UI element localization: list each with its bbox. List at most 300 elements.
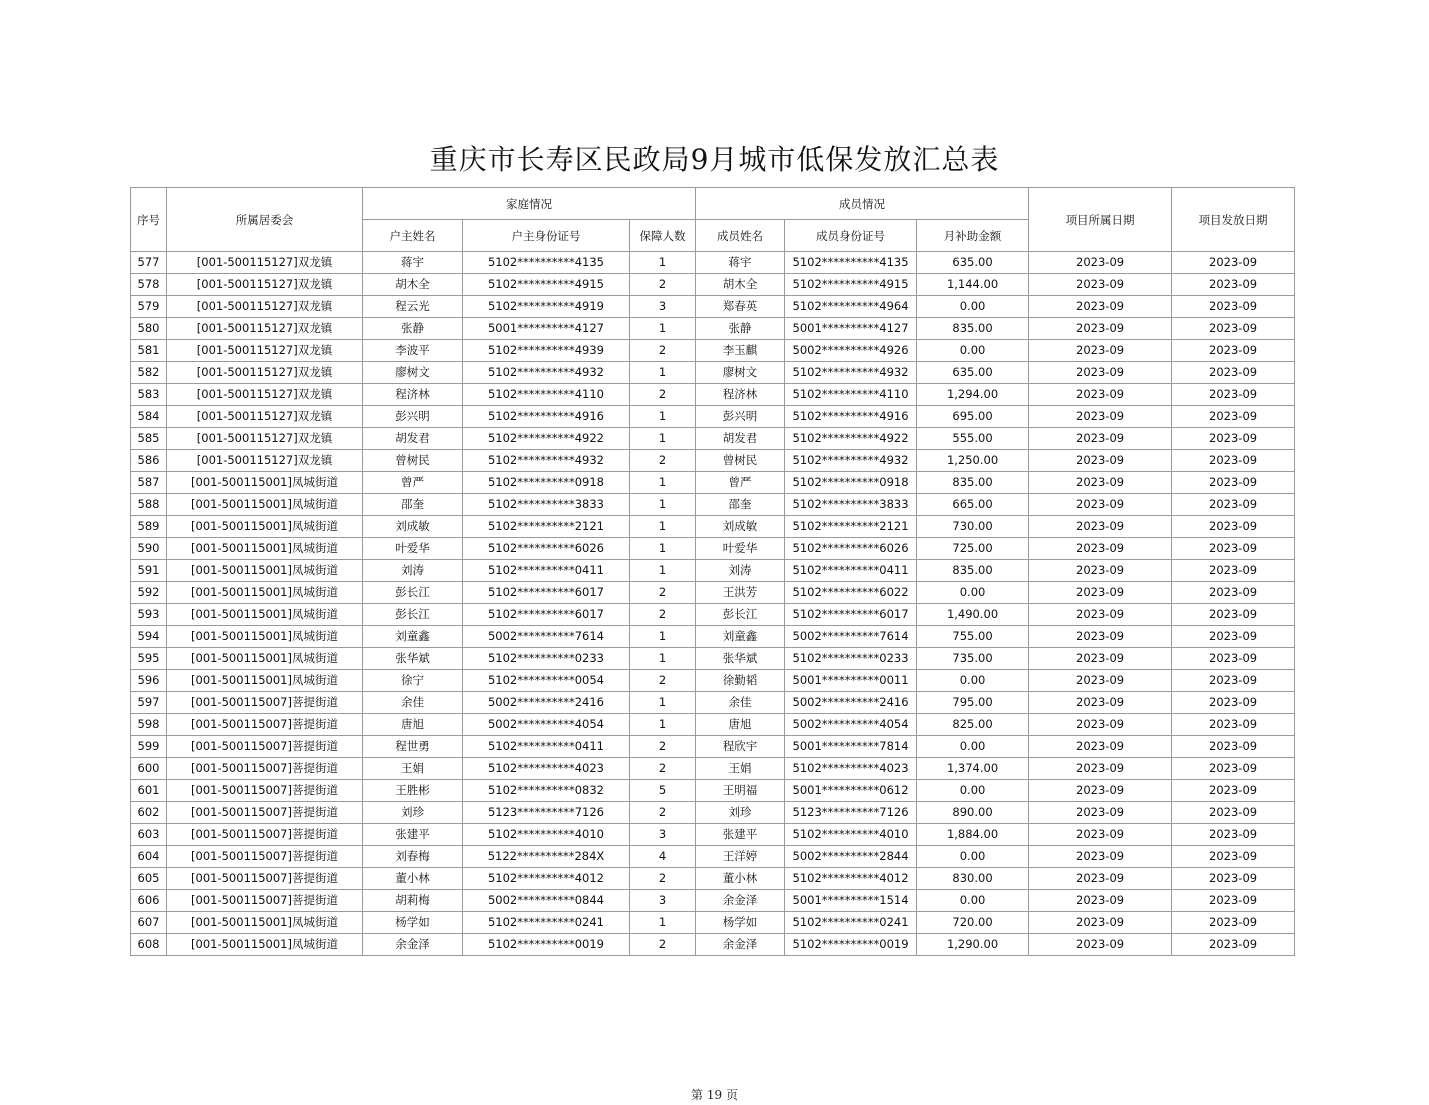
cell-head-id: 5102**********4023 — [463, 758, 630, 780]
table-row — [131, 802, 1295, 824]
cell-monthly-amount: 0.00 — [917, 890, 1029, 912]
cell-covered-count: 1 — [630, 912, 696, 934]
cell-covered-count: 1 — [630, 362, 696, 384]
cell-seq: 598 — [131, 714, 167, 736]
cell-head-id: 5002**********2416 — [463, 692, 630, 714]
cell-issue-date: 2023-09 — [1172, 516, 1295, 538]
cell-seq: 586 — [131, 450, 167, 472]
cell-issue-date: 2023-09 — [1172, 252, 1295, 274]
cell-head-name: 王娟 — [363, 758, 463, 780]
cell-committee: [001-500115001]凤城街道 — [167, 648, 363, 670]
cell-monthly-amount: 0.00 — [917, 340, 1029, 362]
cell-project-date: 2023-09 — [1029, 846, 1172, 868]
cell-member-name: 郑春英 — [696, 296, 785, 318]
cell-covered-count: 2 — [630, 670, 696, 692]
cell-head-id: 5102**********4919 — [463, 296, 630, 318]
cell-head-name: 董小林 — [363, 868, 463, 890]
cell-seq: 601 — [131, 780, 167, 802]
cell-member-name: 胡发君 — [696, 428, 785, 450]
cell-head-name: 刘珍 — [363, 802, 463, 824]
cell-issue-date: 2023-09 — [1172, 362, 1295, 384]
cell-project-date: 2023-09 — [1029, 560, 1172, 582]
cell-member-id: 5102**********0411 — [785, 560, 917, 582]
cell-monthly-amount: 735.00 — [917, 648, 1029, 670]
cell-monthly-amount: 1,374.00 — [917, 758, 1029, 780]
table-header — [131, 188, 1295, 252]
cell-issue-date: 2023-09 — [1172, 406, 1295, 428]
cell-covered-count: 3 — [630, 824, 696, 846]
cell-committee: [001-500115127]双龙镇 — [167, 406, 363, 428]
cell-project-date: 2023-09 — [1029, 890, 1172, 912]
cell-member-id: 5102**********6022 — [785, 582, 917, 604]
cell-covered-count: 4 — [630, 846, 696, 868]
cell-member-name: 余金泽 — [696, 890, 785, 912]
table-row — [131, 824, 1295, 846]
table-row — [131, 604, 1295, 626]
cell-member-name: 余佳 — [696, 692, 785, 714]
cell-monthly-amount: 835.00 — [917, 472, 1029, 494]
cell-committee: [001-500115127]双龙镇 — [167, 362, 363, 384]
cell-issue-date: 2023-09 — [1172, 538, 1295, 560]
cell-committee: [001-500115127]双龙镇 — [167, 296, 363, 318]
cell-member-id: 5102**********0233 — [785, 648, 917, 670]
cell-monthly-amount: 635.00 — [917, 362, 1029, 384]
table-row — [131, 648, 1295, 670]
cell-issue-date: 2023-09 — [1172, 824, 1295, 846]
cell-project-date: 2023-09 — [1029, 582, 1172, 604]
cell-member-id: 5102**********4023 — [785, 758, 917, 780]
cell-committee: [001-500115007]菩提街道 — [167, 714, 363, 736]
cell-issue-date: 2023-09 — [1172, 868, 1295, 890]
cell-member-id: 5102**********2121 — [785, 516, 917, 538]
cell-head-name: 胡莉梅 — [363, 890, 463, 912]
cell-committee: [001-500115127]双龙镇 — [167, 340, 363, 362]
cell-monthly-amount: 725.00 — [917, 538, 1029, 560]
cell-monthly-amount: 635.00 — [917, 252, 1029, 274]
cell-member-id: 5001**********4127 — [785, 318, 917, 340]
table-row — [131, 868, 1295, 890]
cell-monthly-amount: 730.00 — [917, 516, 1029, 538]
table-row — [131, 736, 1295, 758]
table-row — [131, 692, 1295, 714]
cell-seq: 596 — [131, 670, 167, 692]
header-member-group: 成员情况 — [696, 188, 1029, 220]
table-row — [131, 714, 1295, 736]
page-title: 重庆市长寿区民政局9月城市低保发放汇总表 — [429, 143, 1000, 176]
cell-member-name: 廖树文 — [696, 362, 785, 384]
cell-member-name: 刘涛 — [696, 560, 785, 582]
cell-seq: 592 — [131, 582, 167, 604]
table-row — [131, 670, 1295, 692]
cell-project-date: 2023-09 — [1029, 714, 1172, 736]
cell-project-date: 2023-09 — [1029, 296, 1172, 318]
table-row — [131, 318, 1295, 340]
cell-covered-count: 1 — [630, 406, 696, 428]
cell-member-name: 曾严 — [696, 472, 785, 494]
cell-issue-date: 2023-09 — [1172, 318, 1295, 340]
cell-project-date: 2023-09 — [1029, 406, 1172, 428]
cell-head-name: 程济林 — [363, 384, 463, 406]
cell-head-id: 5102**********6017 — [463, 604, 630, 626]
header-committee: 所属居委会 — [167, 188, 363, 252]
relief-summary-table — [130, 187, 1295, 956]
table-row — [131, 450, 1295, 472]
cell-head-name: 杨学如 — [363, 912, 463, 934]
cell-covered-count: 1 — [630, 560, 696, 582]
table-row — [131, 384, 1295, 406]
header-issue-date: 项目发放日期 — [1172, 188, 1295, 252]
cell-head-id: 5102**********4010 — [463, 824, 630, 846]
cell-member-id: 5102**********4010 — [785, 824, 917, 846]
table-row — [131, 472, 1295, 494]
header-head-name: 户主姓名 — [363, 220, 463, 252]
cell-seq: 578 — [131, 274, 167, 296]
table-row — [131, 626, 1295, 648]
cell-committee: [001-500115001]凤城街道 — [167, 670, 363, 692]
cell-head-name: 曾严 — [363, 472, 463, 494]
cell-covered-count: 2 — [630, 802, 696, 824]
cell-head-name: 蒋宇 — [363, 252, 463, 274]
cell-covered-count: 1 — [630, 318, 696, 340]
cell-project-date: 2023-09 — [1029, 384, 1172, 406]
cell-head-name: 刘春梅 — [363, 846, 463, 868]
table-row — [131, 296, 1295, 318]
cell-head-name: 曾树民 — [363, 450, 463, 472]
cell-head-id: 5102**********0832 — [463, 780, 630, 802]
cell-monthly-amount: 755.00 — [917, 626, 1029, 648]
cell-seq: 577 — [131, 252, 167, 274]
cell-member-name: 程济林 — [696, 384, 785, 406]
cell-monthly-amount: 1,294.00 — [917, 384, 1029, 406]
cell-issue-date: 2023-09 — [1172, 890, 1295, 912]
cell-head-id: 5102**********0019 — [463, 934, 630, 956]
cell-seq: 593 — [131, 604, 167, 626]
cell-project-date: 2023-09 — [1029, 494, 1172, 516]
cell-member-id: 5102**********6017 — [785, 604, 917, 626]
cell-issue-date: 2023-09 — [1172, 560, 1295, 582]
table-row — [131, 340, 1295, 362]
cell-issue-date: 2023-09 — [1172, 384, 1295, 406]
cell-member-name: 胡木全 — [696, 274, 785, 296]
cell-head-name: 张建平 — [363, 824, 463, 846]
cell-committee: [001-500115127]双龙镇 — [167, 252, 363, 274]
cell-committee: [001-500115007]菩提街道 — [167, 692, 363, 714]
cell-monthly-amount: 720.00 — [917, 912, 1029, 934]
cell-member-id: 5002**********4926 — [785, 340, 917, 362]
cell-seq: 606 — [131, 890, 167, 912]
cell-member-name: 王洋婷 — [696, 846, 785, 868]
cell-member-id: 5102**********4916 — [785, 406, 917, 428]
cell-head-id: 5102**********2121 — [463, 516, 630, 538]
cell-monthly-amount: 0.00 — [917, 780, 1029, 802]
cell-head-id: 5122**********284X — [463, 846, 630, 868]
cell-project-date: 2023-09 — [1029, 802, 1172, 824]
cell-issue-date: 2023-09 — [1172, 604, 1295, 626]
cell-covered-count: 2 — [630, 736, 696, 758]
cell-head-id: 5102**********4012 — [463, 868, 630, 890]
cell-seq: 581 — [131, 340, 167, 362]
cell-project-date: 2023-09 — [1029, 538, 1172, 560]
cell-monthly-amount: 0.00 — [917, 582, 1029, 604]
cell-head-id: 5102**********4915 — [463, 274, 630, 296]
cell-member-id: 5102**********4915 — [785, 274, 917, 296]
cell-seq: 584 — [131, 406, 167, 428]
header-monthly-amount: 月补助金额 — [917, 220, 1029, 252]
cell-project-date: 2023-09 — [1029, 252, 1172, 274]
cell-member-name: 徐勤韬 — [696, 670, 785, 692]
cell-member-name: 杨学如 — [696, 912, 785, 934]
cell-member-name: 张华斌 — [696, 648, 785, 670]
cell-head-id: 5102**********3833 — [463, 494, 630, 516]
cell-covered-count: 2 — [630, 340, 696, 362]
table-row — [131, 890, 1295, 912]
cell-head-name: 廖树文 — [363, 362, 463, 384]
cell-head-id: 5102**********4932 — [463, 362, 630, 384]
cell-project-date: 2023-09 — [1029, 318, 1172, 340]
cell-issue-date: 2023-09 — [1172, 736, 1295, 758]
cell-seq: 588 — [131, 494, 167, 516]
cell-head-name: 胡木全 — [363, 274, 463, 296]
cell-head-name: 胡发君 — [363, 428, 463, 450]
cell-member-id: 5001**********7814 — [785, 736, 917, 758]
cell-member-id: 5102**********0019 — [785, 934, 917, 956]
cell-head-name: 徐宁 — [363, 670, 463, 692]
cell-committee: [001-500115007]菩提街道 — [167, 758, 363, 780]
cell-member-name: 叶爱华 — [696, 538, 785, 560]
header-family-group: 家庭情况 — [363, 188, 696, 220]
cell-member-name: 彭兴明 — [696, 406, 785, 428]
cell-issue-date: 2023-09 — [1172, 758, 1295, 780]
cell-committee: [001-500115007]菩提街道 — [167, 736, 363, 758]
page-number: 第 19 页 — [691, 1088, 738, 1102]
cell-monthly-amount: 835.00 — [917, 560, 1029, 582]
cell-head-name: 邵奎 — [363, 494, 463, 516]
table-row — [131, 362, 1295, 384]
cell-monthly-amount: 795.00 — [917, 692, 1029, 714]
header-seq: 序号 — [131, 188, 167, 252]
cell-issue-date: 2023-09 — [1172, 670, 1295, 692]
cell-head-name: 刘童鑫 — [363, 626, 463, 648]
cell-seq: 608 — [131, 934, 167, 956]
table-row — [131, 274, 1295, 296]
cell-member-name: 李玉麒 — [696, 340, 785, 362]
cell-issue-date: 2023-09 — [1172, 626, 1295, 648]
cell-member-name: 刘童鑫 — [696, 626, 785, 648]
cell-committee: [001-500115001]凤城街道 — [167, 626, 363, 648]
cell-seq: 583 — [131, 384, 167, 406]
cell-head-id: 5102**********4932 — [463, 450, 630, 472]
cell-seq: 590 — [131, 538, 167, 560]
cell-covered-count: 1 — [630, 648, 696, 670]
cell-covered-count: 2 — [630, 758, 696, 780]
cell-covered-count: 1 — [630, 472, 696, 494]
cell-seq: 597 — [131, 692, 167, 714]
cell-member-id: 5102**********4932 — [785, 450, 917, 472]
cell-seq: 607 — [131, 912, 167, 934]
cell-head-name: 彭长江 — [363, 604, 463, 626]
table-row — [131, 780, 1295, 802]
cell-head-name: 彭兴明 — [363, 406, 463, 428]
cell-monthly-amount: 0.00 — [917, 846, 1029, 868]
cell-monthly-amount: 0.00 — [917, 670, 1029, 692]
cell-member-id: 5123**********7126 — [785, 802, 917, 824]
table-row — [131, 912, 1295, 934]
cell-monthly-amount: 0.00 — [917, 736, 1029, 758]
cell-project-date: 2023-09 — [1029, 868, 1172, 890]
cell-head-name: 王胜彬 — [363, 780, 463, 802]
cell-committee: [001-500115007]菩提街道 — [167, 868, 363, 890]
cell-project-date: 2023-09 — [1029, 670, 1172, 692]
cell-head-name: 程世勇 — [363, 736, 463, 758]
cell-project-date: 2023-09 — [1029, 626, 1172, 648]
cell-project-date: 2023-09 — [1029, 604, 1172, 626]
cell-head-name: 余金泽 — [363, 934, 463, 956]
cell-member-name: 唐旭 — [696, 714, 785, 736]
cell-head-id: 5102**********4922 — [463, 428, 630, 450]
table-row — [131, 252, 1295, 274]
cell-head-id: 5102**********4916 — [463, 406, 630, 428]
cell-member-id: 5102**********4110 — [785, 384, 917, 406]
cell-monthly-amount: 1,490.00 — [917, 604, 1029, 626]
cell-issue-date: 2023-09 — [1172, 450, 1295, 472]
cell-member-name: 刘珍 — [696, 802, 785, 824]
cell-monthly-amount: 665.00 — [917, 494, 1029, 516]
cell-seq: 595 — [131, 648, 167, 670]
cell-member-id: 5002**********4054 — [785, 714, 917, 736]
cell-head-name: 唐旭 — [363, 714, 463, 736]
cell-committee: [001-500115001]凤城街道 — [167, 560, 363, 582]
header-covered-count: 保障人数 — [630, 220, 696, 252]
cell-committee: [001-500115001]凤城街道 — [167, 516, 363, 538]
cell-head-id: 5102**********4939 — [463, 340, 630, 362]
cell-member-id: 5102**********4012 — [785, 868, 917, 890]
cell-project-date: 2023-09 — [1029, 758, 1172, 780]
cell-covered-count: 2 — [630, 604, 696, 626]
table-row — [131, 538, 1295, 560]
cell-member-id: 5102**********0241 — [785, 912, 917, 934]
cell-project-date: 2023-09 — [1029, 274, 1172, 296]
cell-issue-date: 2023-09 — [1172, 472, 1295, 494]
cell-monthly-amount: 1,884.00 — [917, 824, 1029, 846]
cell-seq: 589 — [131, 516, 167, 538]
cell-head-id: 5102**********6026 — [463, 538, 630, 560]
cell-member-id: 5102**********4135 — [785, 252, 917, 274]
cell-head-id: 5002**********4054 — [463, 714, 630, 736]
cell-committee: [001-500115127]双龙镇 — [167, 274, 363, 296]
cell-project-date: 2023-09 — [1029, 362, 1172, 384]
cell-seq: 599 — [131, 736, 167, 758]
cell-committee: [001-500115001]凤城街道 — [167, 582, 363, 604]
cell-member-id: 5102**********4922 — [785, 428, 917, 450]
cell-monthly-amount: 695.00 — [917, 406, 1029, 428]
cell-monthly-amount: 835.00 — [917, 318, 1029, 340]
cell-head-name: 张华斌 — [363, 648, 463, 670]
cell-member-id: 5001**********1514 — [785, 890, 917, 912]
cell-project-date: 2023-09 — [1029, 648, 1172, 670]
cell-project-date: 2023-09 — [1029, 516, 1172, 538]
table-body — [131, 252, 1295, 956]
cell-project-date: 2023-09 — [1029, 780, 1172, 802]
cell-seq: 605 — [131, 868, 167, 890]
cell-committee: [001-500115001]凤城街道 — [167, 604, 363, 626]
cell-head-id: 5002**********0844 — [463, 890, 630, 912]
cell-monthly-amount: 1,144.00 — [917, 274, 1029, 296]
table-row — [131, 934, 1295, 956]
cell-head-id: 5102**********0918 — [463, 472, 630, 494]
cell-project-date: 2023-09 — [1029, 450, 1172, 472]
cell-member-id: 5001**********0011 — [785, 670, 917, 692]
cell-covered-count: 1 — [630, 494, 696, 516]
cell-committee: [001-500115007]菩提街道 — [167, 802, 363, 824]
cell-member-name: 程欣宇 — [696, 736, 785, 758]
cell-committee: [001-500115007]菩提街道 — [167, 780, 363, 802]
cell-issue-date: 2023-09 — [1172, 274, 1295, 296]
cell-committee: [001-500115127]双龙镇 — [167, 428, 363, 450]
cell-committee: [001-500115007]菩提街道 — [167, 890, 363, 912]
cell-committee: [001-500115001]凤城街道 — [167, 538, 363, 560]
cell-head-name: 张静 — [363, 318, 463, 340]
cell-issue-date: 2023-09 — [1172, 714, 1295, 736]
cell-covered-count: 1 — [630, 252, 696, 274]
cell-issue-date: 2023-09 — [1172, 582, 1295, 604]
cell-covered-count: 2 — [630, 934, 696, 956]
cell-covered-count: 1 — [630, 538, 696, 560]
cell-committee: [001-500115007]菩提街道 — [167, 824, 363, 846]
cell-member-id: 5001**********0612 — [785, 780, 917, 802]
cell-head-id: 5102**********0411 — [463, 736, 630, 758]
cell-committee: [001-500115127]双龙镇 — [167, 318, 363, 340]
cell-monthly-amount: 825.00 — [917, 714, 1029, 736]
cell-covered-count: 2 — [630, 868, 696, 890]
cell-committee: [001-500115001]凤城街道 — [167, 494, 363, 516]
cell-seq: 582 — [131, 362, 167, 384]
cell-seq: 604 — [131, 846, 167, 868]
cell-covered-count: 1 — [630, 428, 696, 450]
cell-issue-date: 2023-09 — [1172, 340, 1295, 362]
cell-member-name: 董小林 — [696, 868, 785, 890]
cell-member-id: 5102**********4964 — [785, 296, 917, 318]
cell-seq: 600 — [131, 758, 167, 780]
cell-issue-date: 2023-09 — [1172, 846, 1295, 868]
cell-covered-count: 1 — [630, 714, 696, 736]
cell-issue-date: 2023-09 — [1172, 494, 1295, 516]
cell-monthly-amount: 1,290.00 — [917, 934, 1029, 956]
cell-seq: 579 — [131, 296, 167, 318]
cell-project-date: 2023-09 — [1029, 912, 1172, 934]
cell-committee: [001-500115001]凤城街道 — [167, 912, 363, 934]
table-row — [131, 582, 1295, 604]
cell-issue-date: 2023-09 — [1172, 912, 1295, 934]
cell-member-name: 邵奎 — [696, 494, 785, 516]
cell-covered-count: 3 — [630, 890, 696, 912]
cell-seq: 587 — [131, 472, 167, 494]
cell-member-name: 王娟 — [696, 758, 785, 780]
header-member-id: 成员身份证号 — [785, 220, 917, 252]
cell-member-name: 蒋宇 — [696, 252, 785, 274]
cell-issue-date: 2023-09 — [1172, 648, 1295, 670]
cell-covered-count: 2 — [630, 384, 696, 406]
cell-monthly-amount: 830.00 — [917, 868, 1029, 890]
cell-head-id: 5002**********7614 — [463, 626, 630, 648]
cell-issue-date: 2023-09 — [1172, 934, 1295, 956]
cell-covered-count: 2 — [630, 450, 696, 472]
cell-covered-count: 1 — [630, 516, 696, 538]
cell-member-name: 曾树民 — [696, 450, 785, 472]
cell-head-name: 彭长江 — [363, 582, 463, 604]
cell-member-name: 彭长江 — [696, 604, 785, 626]
cell-project-date: 2023-09 — [1029, 824, 1172, 846]
cell-seq: 603 — [131, 824, 167, 846]
